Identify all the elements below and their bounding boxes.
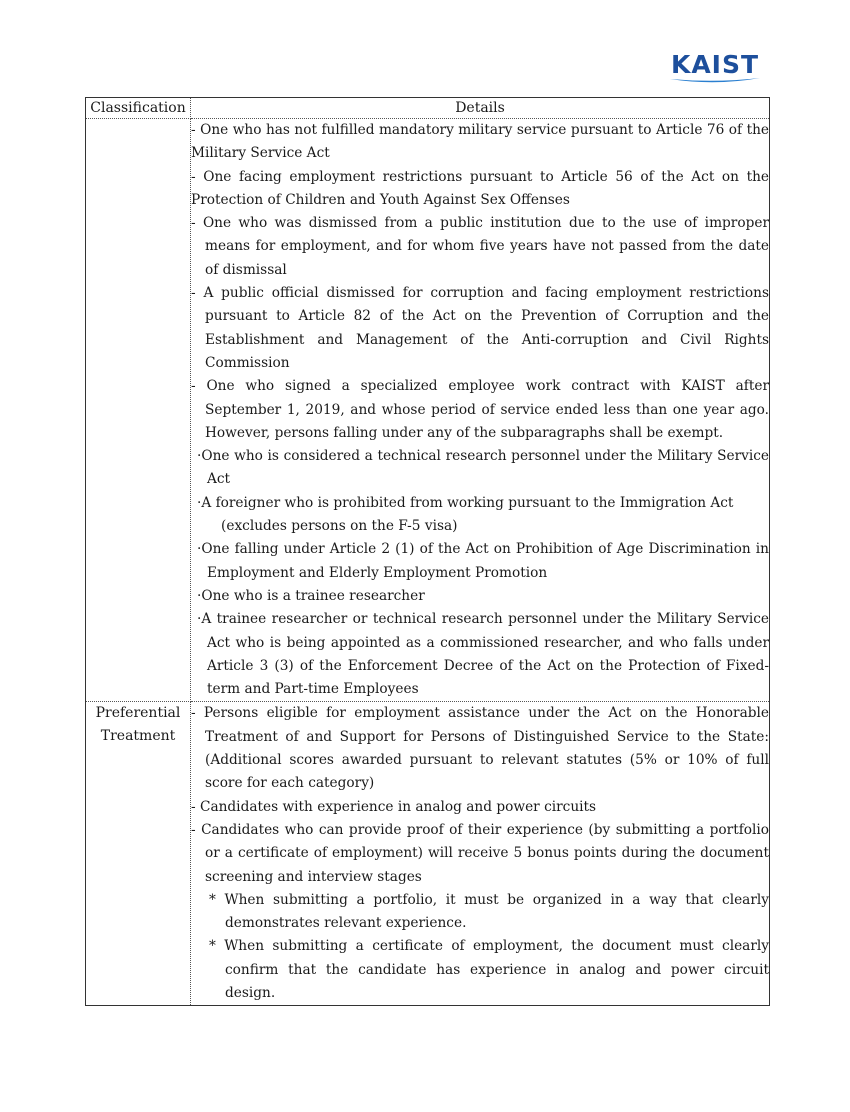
table-row [86,119,770,702]
list-item: - Persons eligible for employment assistance under the Act on the Honorable Treatment of and Support for Persons of Distinguished Service to the State: (Additional scores awarded pursuant to relevant statutes (5% or 10% of full score for each category) [191,705,769,792]
sub-list-item-continuation: (excludes persons on the F-5 visa) [221,518,458,535]
logo-text: KAIST [670,50,760,79]
sub-list-item: ·One who is considered a technical research personnel under the Military Service Act [197,448,769,488]
list-item: - One who signed a specialized employee work contract with KAIST after September 1, 2019, and whose period of service ended less than one year ago. However, persons falling under any of the subparagraphs shall be exempt. [191,378,769,441]
list-item: - One who has not fulfilled mandatory military service pursuant to Article 76 of the Military Service Act [191,122,769,162]
list-item: - A public official dismissed for corruption and facing employment restrictions pursuant to Article 82 of the Act on the Prevention of Corruption and the Establishment and Management of the Anti-corruption and Civil Rights Commission [191,285,769,371]
sub-list-item: ·One falling under Article 2 (1) of the Act on Prohibition of Age Discrimination in Employment and Elderly Employment Promotion [197,541,769,581]
list-item: - Candidates who can provide proof of their experience (by submitting a portfolio or a certificate of employment) will receive 5 bonus points during the document screening and interview stages [191,821,769,885]
kaist-logo [668,52,762,86]
logo-swoosh-icon [668,74,762,86]
classification-cell [86,702,191,1006]
list-item: - One facing employment restrictions pursuant to Article 56 of the Act on the Protection of Children and Youth Against Sex Offenses [191,168,769,208]
details-cell [191,119,770,702]
note-item: * When submitting a certificate of employment, the document must clearly confirm that the candidate has experience in analog and power circuit design. [209,938,769,1001]
sub-list-item: ·One who is a trainee researcher [197,587,425,604]
classification-label-line2: Treatment [100,727,176,744]
eligibility-table [85,97,770,1006]
table-header-row [86,98,770,119]
list-item: - One who was dismissed from a public institution due to the use of improper means for employment, and for whom five years have not passed from the date of dismissal [191,215,769,278]
classification-label-line1: Preferential [95,705,181,722]
sub-list-item: ·A trainee researcher or technical research personnel under the Military Service Act who is being appointed as a commissioned researcher, and who falls under Article 3 (3) of the Enforcement Decree of the Act on the Protection of Fixed-term and Part-time Employees [197,611,769,698]
table-row [86,702,770,1006]
classification-cell [86,119,191,702]
header-details: Details [191,98,770,119]
list-item: - Candidates with experience in analog and power circuits [191,798,597,815]
note-item: * When submitting a portfolio, it must be organized in a way that clearly demonstrates relevant experience. [209,891,769,932]
header-classification: Classification [86,98,191,119]
sub-list-item: ·A foreigner who is prohibited from working pursuant to the Immigration Act [197,494,734,511]
details-cell [191,702,770,1006]
